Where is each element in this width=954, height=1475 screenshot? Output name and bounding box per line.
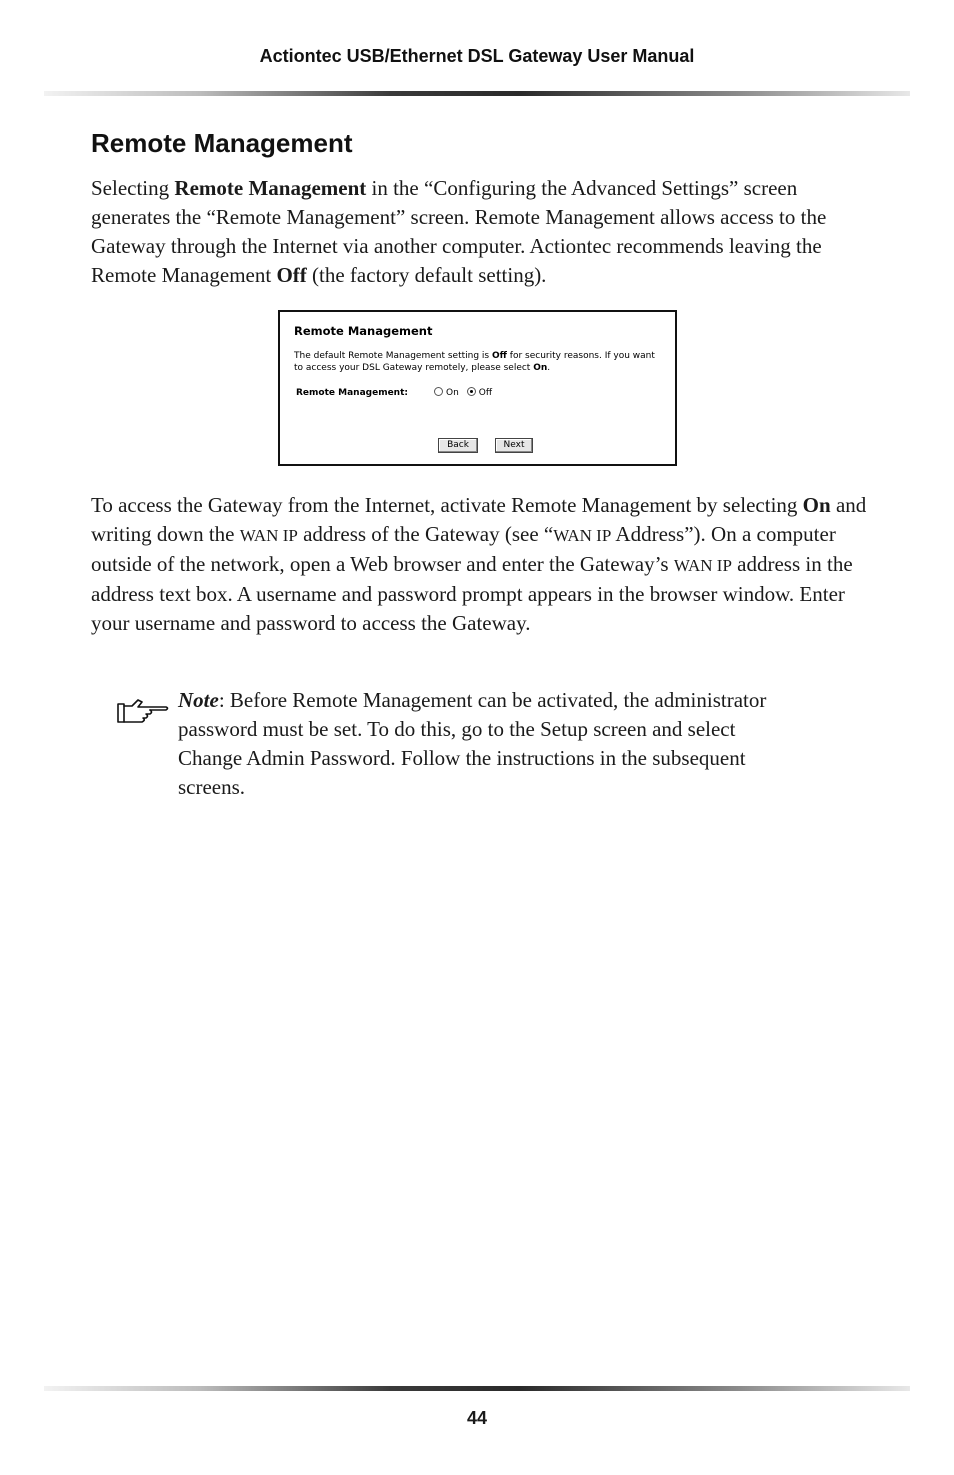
section-title: Remote Management bbox=[91, 128, 353, 158]
radio-on[interactable] bbox=[434, 388, 459, 398]
intro-paragraph: Selecting Remote Management in the “Configuring the Advanced Settings” screen generates the “Remote Management” screen. Remote Management allows access to the Gateway through the Internet via another computer. Actiontec recommends leaving the Remote Management Off (the factory default setting). bbox=[91, 176, 827, 287]
pointing-hand-icon bbox=[116, 696, 172, 724]
screenshot-title: Remote Management bbox=[294, 324, 433, 338]
note-paragraph: Note: Before Remote Management can be activated, the administrator password must be set. To do this, go to the Setup screen and select Change Admin Password. Follow the instructions in the subsequent screens. bbox=[178, 688, 767, 799]
note-label: Note bbox=[178, 688, 219, 712]
screenshot-description: The default Remote Management setting is Off for security reasons. If you want to access your DSL Gateway remotely, please select On. bbox=[294, 351, 655, 373]
footer-rule bbox=[44, 1386, 910, 1391]
radio-off[interactable] bbox=[467, 388, 492, 398]
radio-on-button[interactable] bbox=[434, 387, 443, 396]
back-button[interactable]: Back bbox=[438, 438, 478, 453]
remote-management-screenshot bbox=[278, 310, 677, 466]
running-header: Actiontec USB/Ethernet DSL Gateway User Manual bbox=[259, 46, 695, 66]
radio-on-label: On bbox=[446, 388, 459, 398]
remote-management-field-label: Remote Management: bbox=[296, 388, 408, 398]
access-paragraph: To access the Gateway from the Internet, activate Remote Management by selecting On and writing down the WAN IP address of the Gateway (see “WAN IP Address”). On a computer outside of the network, open a Web browser and enter the Gateway’s WAN IP address in the address text box. A username and password prompt appears in the browser window. Enter your username and password to access the Gateway. bbox=[91, 493, 867, 635]
page-number: 44 bbox=[466, 1408, 488, 1428]
header-rule bbox=[44, 91, 910, 96]
radio-off-label: Off bbox=[478, 388, 493, 398]
remote-management-radio-group bbox=[434, 388, 500, 398]
radio-off-button[interactable] bbox=[467, 387, 476, 396]
next-button[interactable]: Next bbox=[495, 438, 533, 453]
